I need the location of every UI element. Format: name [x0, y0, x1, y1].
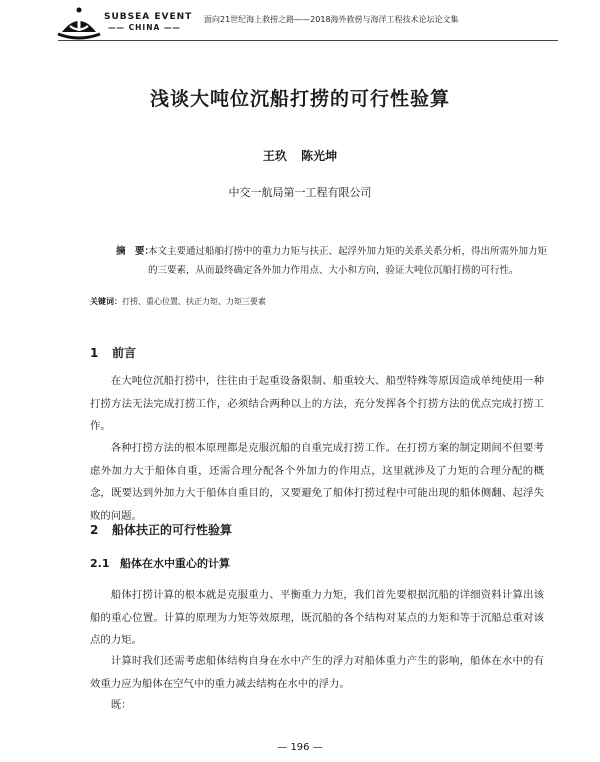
header-divider — [58, 40, 558, 41]
section-2-1-heading — [90, 555, 230, 571]
subsea-event-logo — [56, 6, 102, 40]
section-2-title: 船体扶正的可行性验算 — [112, 523, 233, 537]
keywords-label: 关键词： — [90, 297, 122, 306]
brand-bottom-line: —— CHINA —— — [108, 23, 181, 32]
paper-title: 浅谈大吨位沉船打捞的可行性验算 — [149, 88, 450, 110]
brand-top-text: SUBSEA EVENT — [104, 12, 193, 22]
brand-wordmark — [104, 12, 192, 33]
paper-affiliation: 中交一航局第一工程有限公司 — [228, 186, 372, 199]
abstract-text: 本文主要通过船舶打捞中的重力力矩与扶正、起浮外加力矩的关系关系分析，得出所需外加力矩的三要素，从而最终确定各外加力作用点、大小和方向，验证大吨位沉船打捞的可行性。 — [148, 246, 548, 276]
section-2-1-paragraph-3: 既： — [110, 699, 132, 711]
page-number: — 196 — — [277, 742, 323, 753]
section-1-paragraph-2: 各种打捞方法的根本原理都是克服沉船的自重完成打捞工作。在打捞方案的制定期间不但要考虑外加力大于船体自重，还需合理分配各个外加力的作用点，这里就涉及了力矩的合理分配的概念，既要达到外加力大于船体自重目的，又要避免了船体打捞过程中可能出现的船体侧翻、起浮失败的问题。 — [90, 442, 544, 522]
keywords-text: 打捞、重心位置、扶正力矩、力矩三要素 — [122, 297, 266, 306]
section-1-number: 1 — [90, 346, 99, 360]
section-1-heading — [90, 344, 136, 361]
keywords — [90, 296, 266, 307]
section-1-title: 前言 — [112, 346, 137, 360]
paper-authors: 王玖 陈光坤 — [262, 149, 338, 163]
section-2-heading — [90, 521, 232, 538]
section-2-number: 2 — [90, 523, 99, 537]
section-2-1-paragraph-2: 计算时我们还需考虑船体结构自身在水中产生的浮力对船体重力产生的影响，船体在水中的有效重力应为船体在空气中的重力减去结构在水中的浮力。 — [90, 655, 544, 690]
section-2-1-number: 2.1 — [90, 557, 110, 570]
section-2-1-paragraph-1: 船体打捞计算的根本就是克服重力、平衡重力力矩，我们首先要根据沉船的详细资料计算出该船的重心位置。计算的原理为力矩等效原理，既沉船的各个结构对某点的力矩和等于沉船总重对该点的力矩。 — [90, 589, 544, 646]
section-1-paragraph-1: 在大吨位沉船打捞中，往往由于起重设备限制、船重较大、船型特殊等原因造成单纯使用一种打捞方法无法完成打捞工作，必须结合两种以上的方法，充分发挥各个打捞方法的优点完成打捞工作。 — [90, 375, 544, 432]
abstract — [116, 242, 556, 280]
running-header: 面向21世纪海上救捞之路——2018海外救捞与海洋工程技术论坛论文集 — [204, 15, 459, 24]
brand-bottom-text: CHINA — [128, 23, 161, 32]
abstract-label: 摘 要： — [116, 246, 155, 257]
section-2-1-title: 船体在水中重心的计算 — [120, 557, 230, 570]
